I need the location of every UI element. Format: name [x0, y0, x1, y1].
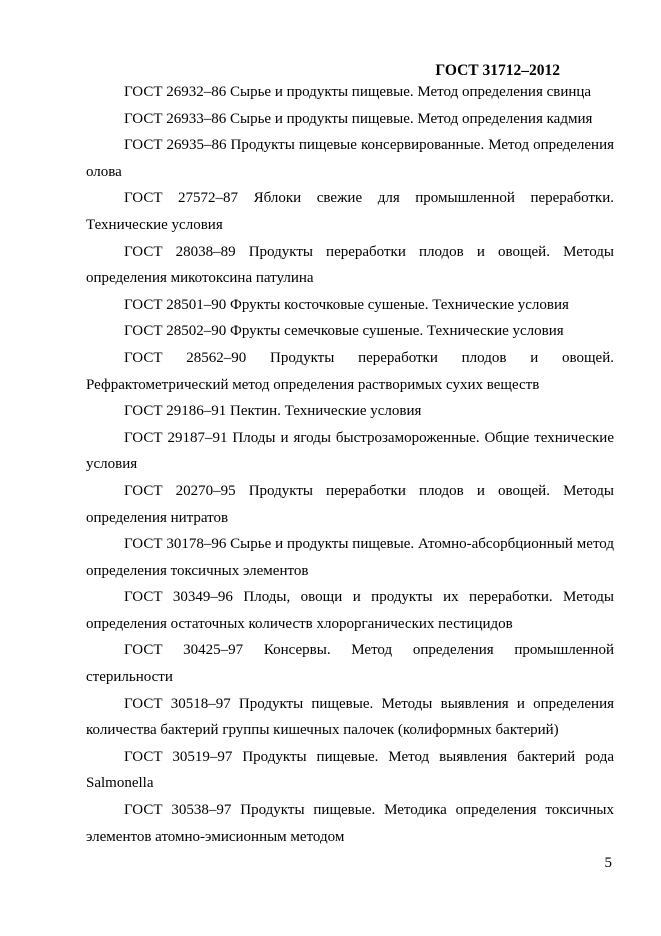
reference-item: ГОСТ 30178–96 Сырье и продукты пищевые. Атомно-абсорбционный метод определения токсичных элементов: [86, 536, 614, 579]
reference-item: ГОСТ 28501–90 Фрукты косточковые сушеные. Технические условия: [124, 296, 569, 313]
reference-item: ГОСТ 20270–95 Продукты переработки плодов и овощей. Методы определения нитратов: [86, 482, 614, 526]
reference-item: ГОСТ 30349–96 Плоды, овощи и продукты их переработки. Методы определения остаточных количеств хлорорганических пестицидов: [86, 589, 614, 632]
reference-item: ГОСТ 30519–97 Продукты пищевые. Метод выявления бактерий рода Salmonella: [86, 748, 614, 792]
reference-item: ГОСТ 27572–87 Яблоки свежие для промышленной переработки. Технические условия: [86, 190, 614, 233]
document-header: ГОСТ 31712–2012: [435, 62, 560, 79]
page-number: 5: [604, 855, 612, 871]
normative-references-list: [86, 79, 614, 850]
reference-item: ГОСТ 28502–90 Фрукты семечковые сушеные. Технические условия: [124, 323, 564, 340]
reference-item: ГОСТ 26932–86 Сырье и продукты пищевые. Метод определения свинца: [124, 84, 592, 100]
reference-item: ГОСТ 28562–90 Продукты переработки плодов и овощей. Рефрактометрический метод определения растворимых сухих веществ: [86, 349, 614, 393]
reference-item: ГОСТ 26935–86 Продукты пищевые консервированные. Метод определения олова: [86, 137, 614, 180]
reference-item: ГОСТ 26933–86 Сырье и продукты пищевые. Метод определения кадмия: [124, 110, 593, 127]
reference-item: ГОСТ 30538–97 Продукты пищевые. Методика определения токсичных элементов атомно-эмисионным методом: [86, 802, 614, 845]
reference-item: ГОСТ 29186–91 Пектин. Технические условия: [124, 403, 422, 420]
reference-item: ГОСТ 30518–97 Продукты пищевые. Методы выявления и определения количества бактерий группы кишечных палочек (колиформных бактерий): [86, 695, 614, 739]
reference-item: ГОСТ 30425–97 Консервы. Метод определения промышленной стерильности: [86, 642, 614, 686]
reference-item: ГОСТ 29187–91 Плоды и ягоды быстрозамороженные. Общие технические условия: [86, 429, 614, 473]
reference-item: ГОСТ 28038–89 Продукты переработки плодов и овощей. Методы определения микотоксина патулина: [86, 243, 614, 287]
